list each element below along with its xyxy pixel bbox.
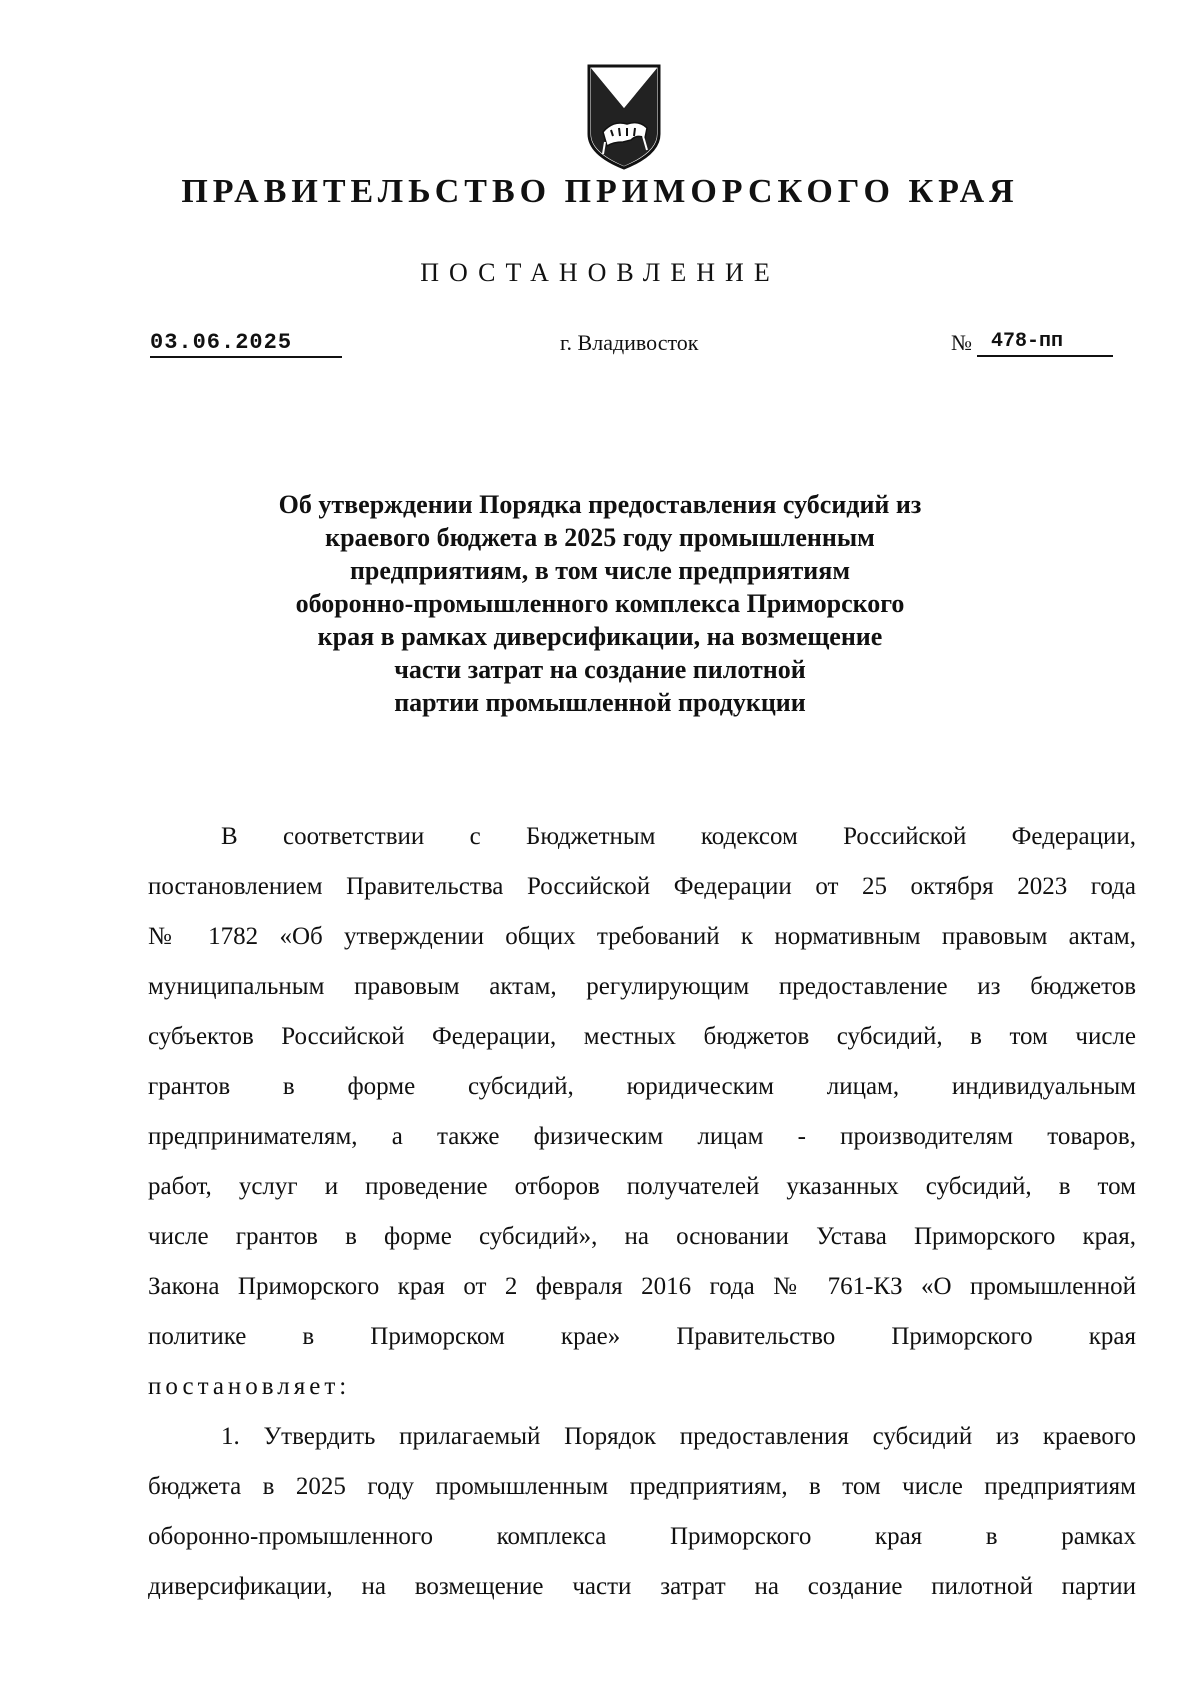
subject-line: Об утверждении Порядка предоставления субсидий из [278,490,922,519]
document-subject [0,488,1200,719]
body-line: политике в Приморском крае» Правительство Приморского края [148,1323,1136,1350]
body-line: Закона Приморского края от 2 февраля 2016 года № 761-КЗ «О промышленной [148,1273,1136,1300]
body-line: 1. Утвердить прилагаемый Порядок предоставления субсидий из краевого [221,1423,1136,1450]
subject-line: краевого бюджета в 2025 году промышленным [325,523,875,552]
body-line: муниципальным правовым актам, регулирующим предоставление из бюджетов [148,973,1136,1000]
number-label: № [951,330,972,355]
document-city: г. Владивосток [560,330,699,355]
body-line: постановлением Правительства Российской Федерации от 25 октября 2023 года [148,873,1136,900]
subject-line: предприятиям, в том числе предприятиям [349,556,851,585]
body-line: предпринимателям, а также физическим лицам - производителям товаров, [148,1123,1136,1150]
body-line: диверсификации, на возмещение части затрат на создание пилотной партии [148,1573,1136,1600]
document-date: 03.06.2025 [150,330,342,358]
body-line: № 1782 «Об утверждении общих требований к нормативным правовым актам, [148,923,1136,950]
document-type: ПОСТАНОВЛЕНИЕ [420,258,780,287]
coat-of-arms-icon [583,62,665,174]
subject-line: части затрат на создание пилотной [394,655,806,684]
body-line: работ, услуг и проведение отборов получателей указанных субсидий, в том [148,1173,1136,1200]
subject-line: оборонно-промышленного комплекса Приморского [295,589,905,618]
document-number: 478-пп [977,330,1113,357]
body-line: субъектов Российской Федерации, местных бюджетов субсидий, в том числе [148,1023,1136,1050]
body-line: оборонно-промышленного комплекса Приморского края в рамках [148,1523,1136,1550]
subject-line: партии промышленной продукции [394,688,806,717]
body-line: бюджета в 2025 году промышленным предприятиям, в том числе предприятиям [148,1473,1136,1500]
body-line: числе грантов в форме субсидий», на основании Устава Приморского края, [148,1223,1136,1250]
body-line: постановляет: [148,1373,351,1400]
body-line: грантов в форме субсидий, юридическим лицам, индивидуальным [148,1073,1136,1100]
subject-line: края в рамках диверсификации, на возмещение [317,622,883,651]
document-body [148,820,1136,1620]
body-line: В соответствии с Бюджетным кодексом Российской Федерации, [221,823,1136,850]
organization-title: ПРАВИТЕЛЬСТВО ПРИМОРСКОГО КРАЯ [181,173,1019,210]
